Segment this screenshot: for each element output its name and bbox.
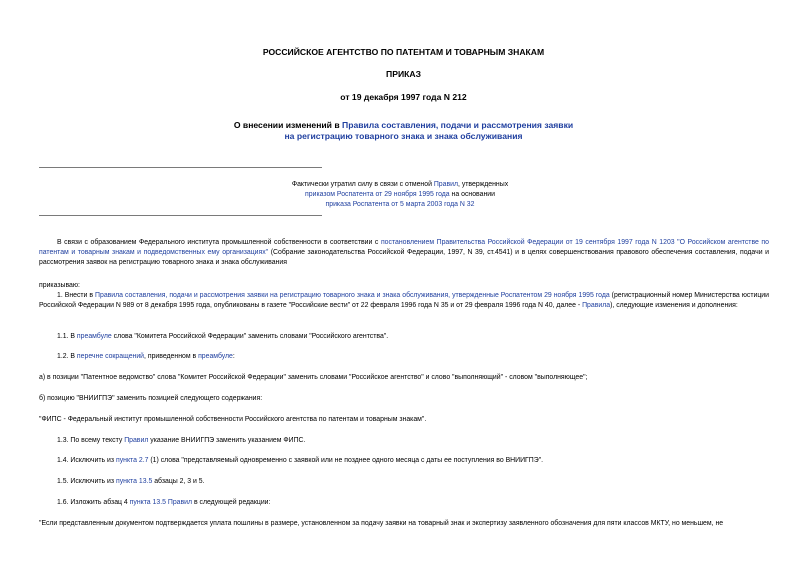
paragraph-text: , приведенном в: [144, 353, 199, 360]
paragraph-text: 1.4. Исключить из: [57, 457, 116, 464]
status-text: Фактически утратил силу в связи с отменой: [291, 181, 434, 188]
paragraph-1-3: [39, 436, 769, 446]
status-rules-link[interactable]: Правил: [433, 181, 458, 188]
order-word: приказываю:: [39, 282, 80, 289]
preamble-link[interactable]: преамбуле: [198, 353, 233, 360]
paragraph-1-6: [39, 498, 769, 508]
paragraph-1-2: [39, 352, 769, 362]
paragraph-text: (1) слова "представляемый одновременно с заявкой или не позднее одного месяца с даты ее поступления во ВНИИГПЭ".: [148, 457, 544, 464]
paragraph-text: ), следующие изменения и дополнения:: [610, 302, 738, 310]
paragraph-text: 1.5. Исключить из: [57, 478, 116, 485]
rules-link[interactable]: Правила: [582, 302, 611, 310]
status-order-1995-link[interactable]: приказом Роспатента от 29 ноября 1995 года: [305, 191, 450, 199]
paragraph-1-5: [39, 477, 769, 487]
paragraph-text: в следующей редакции:: [192, 499, 271, 506]
document-date-number: от 19 декабря 1997 года N 212: [340, 92, 467, 102]
paragraph-text: абзацы 2, 3 и 5.: [152, 478, 205, 485]
document-title: [230, 120, 577, 141]
status-text: на основании: [449, 191, 495, 199]
rules-link[interactable]: Правил: [167, 499, 193, 506]
paragraph-text: (регистрационный номер Министерства юстиции Российской Федерации N 989 от 8 декабря 1995 года, опубликованы в газете "Российские вести" от 22 февраля 1996 года N 35 и от 29 февраля 1996 года N 40, далее -: [39, 292, 769, 310]
document-type: ПРИКАЗ: [386, 69, 421, 79]
preamble-link[interactable]: преамбуле: [76, 333, 112, 340]
clause-13-5-link[interactable]: пункта 13.5: [129, 499, 166, 506]
paragraph-1-4: [39, 456, 769, 466]
status-order-2003-link[interactable]: приказа Роспатента от 5 марта 2003 года N 32: [325, 201, 475, 209]
paragraph-text: 1.3. По всему тексту: [57, 437, 125, 444]
paragraph-text: указание ВНИИГПЭ заменить указанием ФИПС.: [148, 437, 306, 444]
status-note: [260, 180, 540, 211]
paragraph-a: а) в позиции "Патентное ведомство" слова "Комитет Российской Федерации" заменить словами "Российское агентство" и слово "выполняющий" - словом "выполняющее";: [39, 374, 588, 381]
clause-2-7-link[interactable]: пункта 2.7: [115, 457, 149, 464]
preamble-paragraph: [39, 238, 769, 269]
paragraph-text: :: [232, 353, 235, 360]
agency-heading: РОССИЙСКОЕ АГЕНТСТВО ПО ПАТЕНТАМ И ТОВАРНЫМ ЗНАКАМ: [262, 47, 545, 57]
divider-bottom: [39, 215, 322, 216]
rules-1995-link[interactable]: Правила составления, подачи и рассмотрения заявки на регистрацию товарного знака и знака обслуживания, утвержденные Роспатентом 29 ноября 1995 года: [95, 292, 610, 299]
paragraph-text: 1.2. В: [57, 353, 77, 360]
government-resolution-link[interactable]: постановлением Правительства Российской Федерации от 19 сентября 1997 года N 1203 "О Российском агентстве по патентам и товарным знакам и подведомственных ему организациях": [39, 239, 769, 257]
paragraph-text: 1.6. Изложить абзац 4: [57, 499, 130, 506]
paragraph-1: [39, 291, 769, 311]
status-line-1: [260, 180, 540, 190]
paragraph-text: слова "Комитета Российской Федерации" заменить словами "Российского агентства".: [111, 333, 389, 340]
paragraph-last: "Если представленным документом подтверждается уплата пошлины в размере, установленном за подачу заявки на товарный знак и экспертизу заявленного обозначения для пяти классов МКТУ, но меньшем, не: [39, 520, 724, 527]
status-text: , утвержденных: [457, 181, 509, 188]
paragraph-text: 1. Внести в: [57, 292, 96, 299]
paragraph-fips: "ФИПС - Федеральный институт промышленной собственности Российского агентства по патентам и товарным знакам".: [39, 416, 427, 423]
paragraph-text: 1.1. В: [57, 333, 77, 340]
divider-top: [39, 167, 322, 168]
title-prefix: О внесении изменений в: [233, 120, 343, 130]
title-rules-link[interactable]: Правила составления, подачи и рассмотрения заявки на регистрацию товарного знака и знака обслуживания: [284, 120, 574, 141]
paragraph-b: б) позицию "ВНИИГПЭ" заменить позицией следующего содержания:: [39, 395, 263, 402]
paragraph-text: В связи с образованием Федерального института промышленной собственности в соответствии с: [57, 239, 381, 246]
abbreviations-list-link[interactable]: перечне сокращений: [76, 353, 145, 360]
status-line-3: [260, 200, 540, 210]
paragraph-text: (Собрание законодательства Российской Федерации, 1997, N 39, ст.4541) и в целях совершенствования правового обеспечения составления, подачи и рассмотрения заявок на регистрацию товарного знака и знака обслуживания: [39, 249, 769, 267]
clause-13-5-link[interactable]: пункта 13.5: [115, 478, 153, 485]
status-line-2: [260, 190, 540, 200]
rules-link[interactable]: Правил: [124, 437, 149, 444]
paragraph-1-1: [39, 332, 769, 342]
